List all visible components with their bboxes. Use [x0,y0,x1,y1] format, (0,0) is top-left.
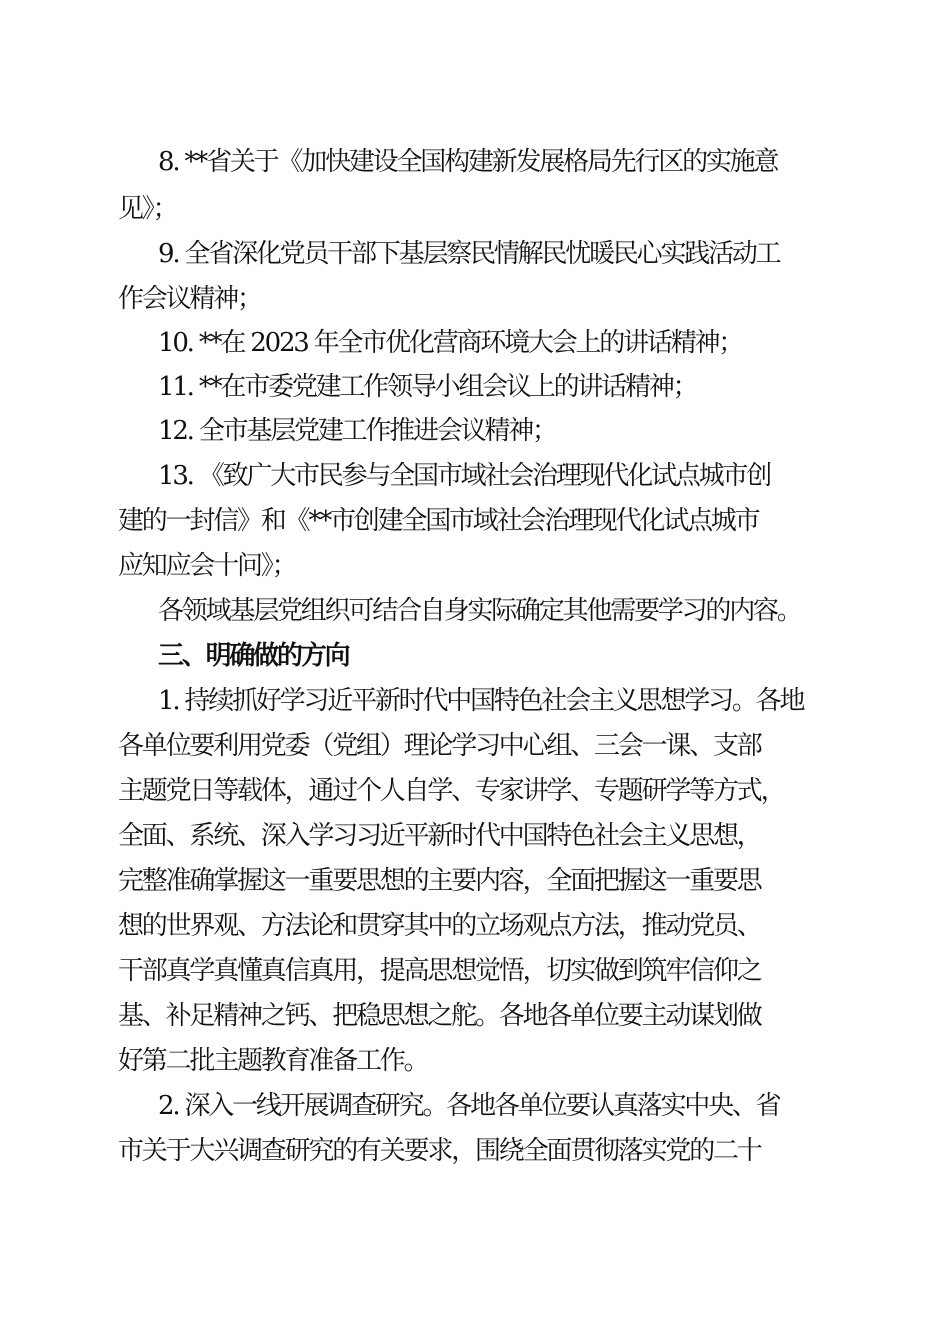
list-item-10: 10. **在 2023 年全市优化营商环境大会上的讲话精神； [158,328,743,358]
paragraph-1-line-1: 1. 持续抓好学习近平新时代中国特色社会主义思想学习。各地 [158,686,804,716]
paragraph-1-line-4: 全面、系统、深入学习习近平新时代中国特色社会主义思想， [118,821,761,851]
paragraph-1-line-6: 想的世界观、方法论和贯穿其中的立场观点方法，推动党员、 [118,911,761,941]
list-item-13-line-3: 应知应会十问》； [118,551,296,581]
closing-paragraph: 各领域基层党组织可结合自身实际确定其他需要学习的内容。 [158,596,801,626]
paragraph-1-line-5: 完整准确掌握这一重要思想的主要内容，全面把握这一重要思 [118,866,761,896]
paragraph-1-line-8: 基、补足精神之钙、把稳思想之舵。各地各单位要主动谋划做 [118,1001,761,1031]
section-heading: 三、明确做的方向 [158,641,349,671]
paragraph-1-line-7: 干部真学真懂真信真用，提高思想觉悟，切实做到筑牢信仰之 [118,956,761,986]
list-item-9-line-1: 9. 全省深化党员干部下基层察民情解民忧暖民心实践活动工 [158,239,780,269]
paragraph-1-line-3: 主题党日等载体，通过个人自学、专家讲学、专题研学等方式， [118,776,785,806]
list-item-8-line-1: 8. **省关于《加快建设全国构建新发展格局先行区的实施意 [158,147,778,177]
paragraph-1-line-2: 各单位要利用党委（党组）理论学习中心组、三会一课、支部 [118,731,761,761]
list-item-11: 11. **在市委党建工作领导小组会议上的讲话精神； [158,372,697,402]
list-item-12: 12. 全市基层党建工作推进会议精神； [158,416,556,446]
paragraph-2-line-2: 市关于大兴调查研究的有关要求，围绕全面贯彻落实党的二十 [118,1136,761,1166]
paragraph-2-line-1: 2. 深入一线开展调查研究。各地各单位要认真落实中央、省 [158,1091,780,1121]
list-item-13-line-1: 13. 《致广大市民参与全国市域社会治理现代化试点城市创 [158,461,771,491]
paragraph-1-line-9: 好第二批主题教育准备工作。 [118,1046,428,1076]
list-item-13-line-2: 建的一封信》和《**市创建全国市域社会治理现代化试点城市 [118,506,759,536]
list-item-8-line-2: 见》； [118,194,177,224]
list-item-9-line-2: 作会议精神； [118,284,261,314]
